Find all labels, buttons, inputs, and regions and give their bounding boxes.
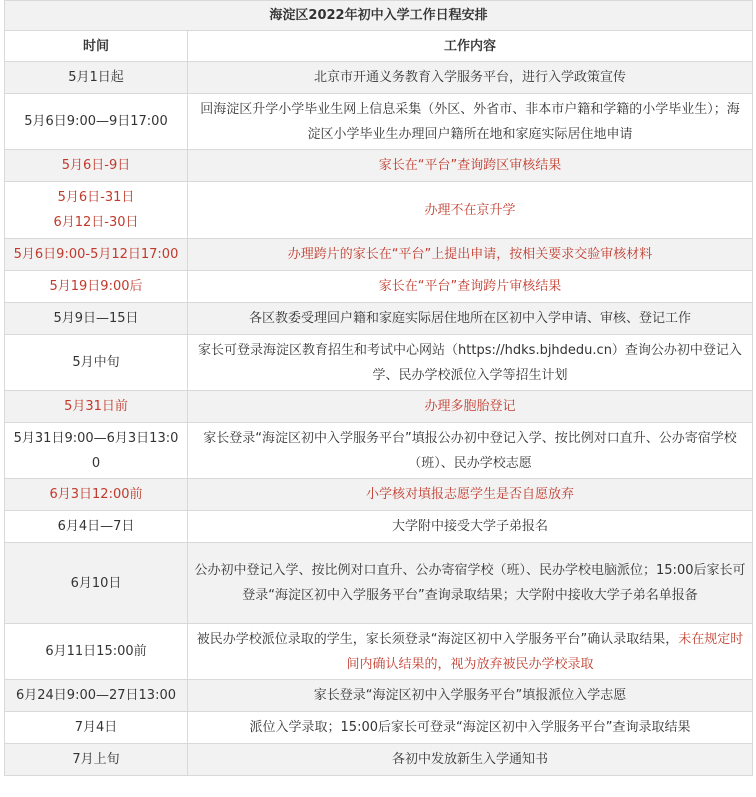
time-cell: [5, 511, 188, 543]
content-cell: 家长在“平台”查询跨片审核结果: [188, 271, 753, 303]
table-row: [5, 150, 753, 182]
table-row: [5, 543, 753, 624]
time-cell: [5, 479, 188, 511]
content-header: 工作内容: [188, 31, 753, 62]
time-text: 5月6日9:00-5月12日17:00: [13, 247, 179, 262]
time-text: 5月中旬: [72, 355, 120, 370]
table-row: [5, 182, 753, 239]
time-text: 5月31日前: [64, 399, 128, 414]
time-cell: [5, 182, 188, 239]
time-text: 6月11日15:00前: [45, 644, 147, 659]
table-row: [5, 744, 753, 776]
table-row: [5, 391, 753, 423]
table-row: [5, 271, 753, 303]
time-text: 6月4日—7日: [57, 519, 135, 534]
table-row: [5, 335, 753, 391]
content-cell: 家长登录“海淀区初中入学服务平台”填报派位入学志愿: [188, 680, 753, 712]
time-text: 5月6日-9日: [61, 158, 131, 173]
table-title: 海淀区2022年初中入学工作日程安排: [5, 1, 753, 31]
time-cell: [5, 423, 188, 479]
content-cell: 办理多胞胎登记: [188, 391, 753, 423]
content-cell: 家长在“平台”查询跨区审核结果: [188, 150, 753, 182]
time-text: 5月6日-31日: [57, 190, 135, 205]
table-row: [5, 479, 753, 511]
time-cell: [5, 543, 188, 624]
time-text: 5月19日9:00后: [49, 279, 143, 294]
time-cell: [5, 391, 188, 423]
table-row: [5, 94, 753, 150]
table-row: [5, 239, 753, 271]
time-cell: [5, 271, 188, 303]
content-cell: 派位入学录取；15:00后家长可登录“海淀区初中入学服务平台”查询录取结果: [188, 712, 753, 744]
content-cell: 回海淀区升学小学毕业生网上信息采集（外区、外省市、非本市户籍和学籍的小学毕业生）；海淀区小学毕业生办理回户籍所在地和家庭实际居住地申请: [188, 94, 753, 150]
time-text: 5月31日9:00—6月3日13:00: [13, 430, 179, 471]
content-text: 被民办学校派位录取的学生，家长须登录“海淀区初中入学服务平台”确认录取结果，: [196, 631, 679, 647]
title-row: [5, 1, 753, 31]
table-row: [5, 511, 753, 543]
time-header: 时间: [5, 31, 188, 62]
time-cell: [5, 712, 188, 744]
time-cell: [5, 94, 188, 150]
content-cell: 小学核对填报志愿学生是否自愿放弃: [188, 479, 753, 511]
time-cell: [5, 744, 188, 776]
time-text: 7月上旬: [72, 752, 120, 767]
time-cell: [5, 680, 188, 712]
content-cell: 家长登录“海淀区初中入学服务平台”填报公办初中登记入学、按比例对口直升、公办寄宿学校（班）、民办学校志愿: [188, 423, 753, 479]
schedule-table: [4, 0, 753, 776]
time-cell: [5, 303, 188, 335]
table-row: [5, 680, 753, 712]
time-cell: [5, 335, 188, 391]
time-text: 6月12日-30日: [53, 215, 139, 230]
content-cell: 北京市开通义务教育入学服务平台，进行入学政策宣传: [188, 62, 753, 94]
time-cell: [5, 62, 188, 94]
table-row: [5, 62, 753, 94]
time-text: 5月1日起: [68, 70, 124, 85]
table-row: [5, 303, 753, 335]
time-text: 6月10日: [70, 575, 122, 591]
table-row: [5, 712, 753, 744]
content-cell: 各区教委受理回户籍和家庭实际居住地所在区初中入学申请、审核、登记工作: [188, 303, 753, 335]
time-text: 6月3日12:00前: [49, 487, 143, 502]
content-cell: 各初中发放新生入学通知书: [188, 744, 753, 776]
time-text: 7月4日: [74, 720, 118, 735]
time-cell: [5, 150, 188, 182]
table-row: [5, 624, 753, 680]
time-text: 6月24日9:00—27日13:00: [15, 688, 176, 703]
time-text: 5月9日—15日: [53, 311, 139, 326]
content-cell: 办理不在京升学: [188, 182, 753, 239]
time-cell: [5, 624, 188, 680]
content-cell: 家长可登录海淀区教育招生和考试中心网站（https://hdks.bjhdedu.cn）查询公办初中登记入学、民办学校派位入学等招生计划: [188, 335, 753, 391]
content-warning-text: 未在规定时间内确认结果的，视为放弃被民办学校录取: [346, 631, 744, 672]
content-cell: 办理跨片的家长在“平台”上提出申请，按相关要求交验审核材料: [188, 239, 753, 271]
time-text: 5月6日9:00—9日17:00: [24, 114, 168, 129]
content-cell: 公办初中登记入学、按比例对口直升、公办寄宿学校（班）、民办学校电脑派位；15:00后家长可登录“海淀区初中入学服务平台”查询录取结果；大学附中接收大学子弟名单报备: [188, 543, 753, 624]
content-cell: [188, 624, 753, 680]
table-row: [5, 423, 753, 479]
header-row: [5, 31, 753, 62]
content-cell: 大学附中接受大学子弟报名: [188, 511, 753, 543]
time-cell: [5, 239, 188, 271]
